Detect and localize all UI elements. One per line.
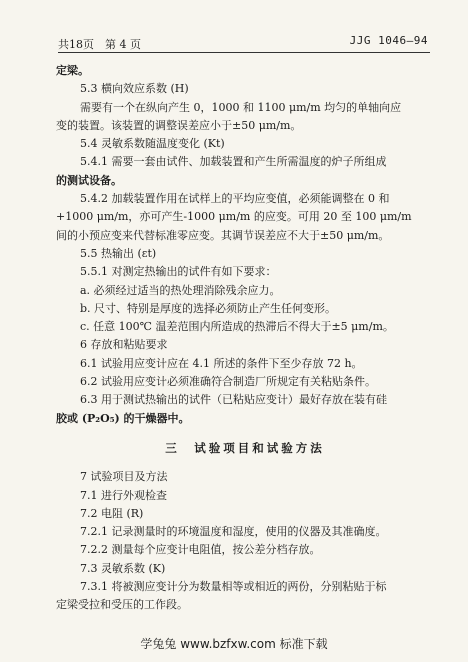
text-line: a. 必须经过适当的热处理消除残余应力。 <box>80 283 281 297</box>
text-line: 间的小预应变来代替标准零应变。其调节误差应不大于±50 μm/m。 <box>56 228 390 242</box>
text-line: 定梁。 <box>56 64 89 77</box>
text-line: 5.3 横向效应系数 (H) <box>80 82 189 96</box>
document-body <box>56 62 434 615</box>
text-line: 5.4 灵敏系数随温度变化 (Kt) <box>80 137 225 151</box>
text-line: 7.2.2 测量每个应变计电阻值，按公差分档存放。 <box>80 543 321 557</box>
text-line: 6.1 试验用应变计应在 4.1 所述的条件下至少存放 72 h。 <box>80 356 363 370</box>
text-line: 变的装置。该装置的调整误差应小于±50 μm/m。 <box>56 118 302 132</box>
page-count: 共18页 第 4 页 <box>58 38 141 51</box>
standard-number: JJG 1046—94 <box>349 34 428 47</box>
text-line: 胶或 (P₂O₅) 的干燥器中。 <box>56 411 190 425</box>
text-line: 的测试设备。 <box>56 173 122 187</box>
text-line: 7.2 电阻 (R) <box>80 506 144 520</box>
text-line: 7.1 进行外观检查 <box>80 488 167 502</box>
text-line: 5.5 热输出 (εt) <box>80 246 157 260</box>
text-line: 5.4.1 需要一套由试件、加载装置和产生所需温度的炉子所组成 <box>80 155 387 169</box>
body-block-2 <box>56 468 434 614</box>
section-title: 三 试验项目和试验方法 <box>165 440 325 455</box>
text-line: 5.5.1 对测定热输出的试件有如下要求： <box>80 265 277 279</box>
page-header <box>58 34 428 52</box>
footer-source: 学兔兔 www.bzfxw.com 标准下载 <box>140 637 328 651</box>
text-line: 7.2.1 记录测量时的环境温度和湿度，使用的仪器及其准确度。 <box>80 525 387 539</box>
text-line: +1000 μm/m，亦可产生-1000 μm/m 的应变。可用 20 至 100 μm/m <box>56 210 412 224</box>
text-line: 6 存放和粘贴要求 <box>80 338 168 352</box>
body-block-1 <box>56 62 434 428</box>
header-rule <box>58 52 430 53</box>
text-line: 6.3 用于测试热输出的试件（已粘贴应变计）最好存放在装有硅 <box>80 393 387 407</box>
section-gap <box>56 457 434 468</box>
text-line: 7.3.1 将被测应变计分为数量相等或相近的两份，分别粘贴于标 <box>80 580 387 594</box>
text-line: 需要有一个在纵向产生 0，1000 和 1100 μm/m 均匀的单轴向应 <box>80 100 402 114</box>
text-line: 6.2 试验用应变计必须准确符合制造厂所规定有关粘贴条件。 <box>80 375 376 389</box>
text-line: 5.4.2 加载装置作用在试样上的平均应变值，必须能调整在 0 和 <box>80 192 390 206</box>
text-line: b. 尺寸、特别是厚度的选择必须防止产生任何变形。 <box>80 301 337 315</box>
text-line: 7 试验项目及方法 <box>80 470 168 484</box>
text-line: 定梁受拉和受压的工作段。 <box>56 598 188 612</box>
section-gap <box>56 428 434 439</box>
text-line: 7.3 灵敏系数 (K) <box>80 561 166 575</box>
text-line: c. 任意 100℃ 温差范围内所造成的热滞后不得大于±5 μm/m。 <box>80 320 394 334</box>
